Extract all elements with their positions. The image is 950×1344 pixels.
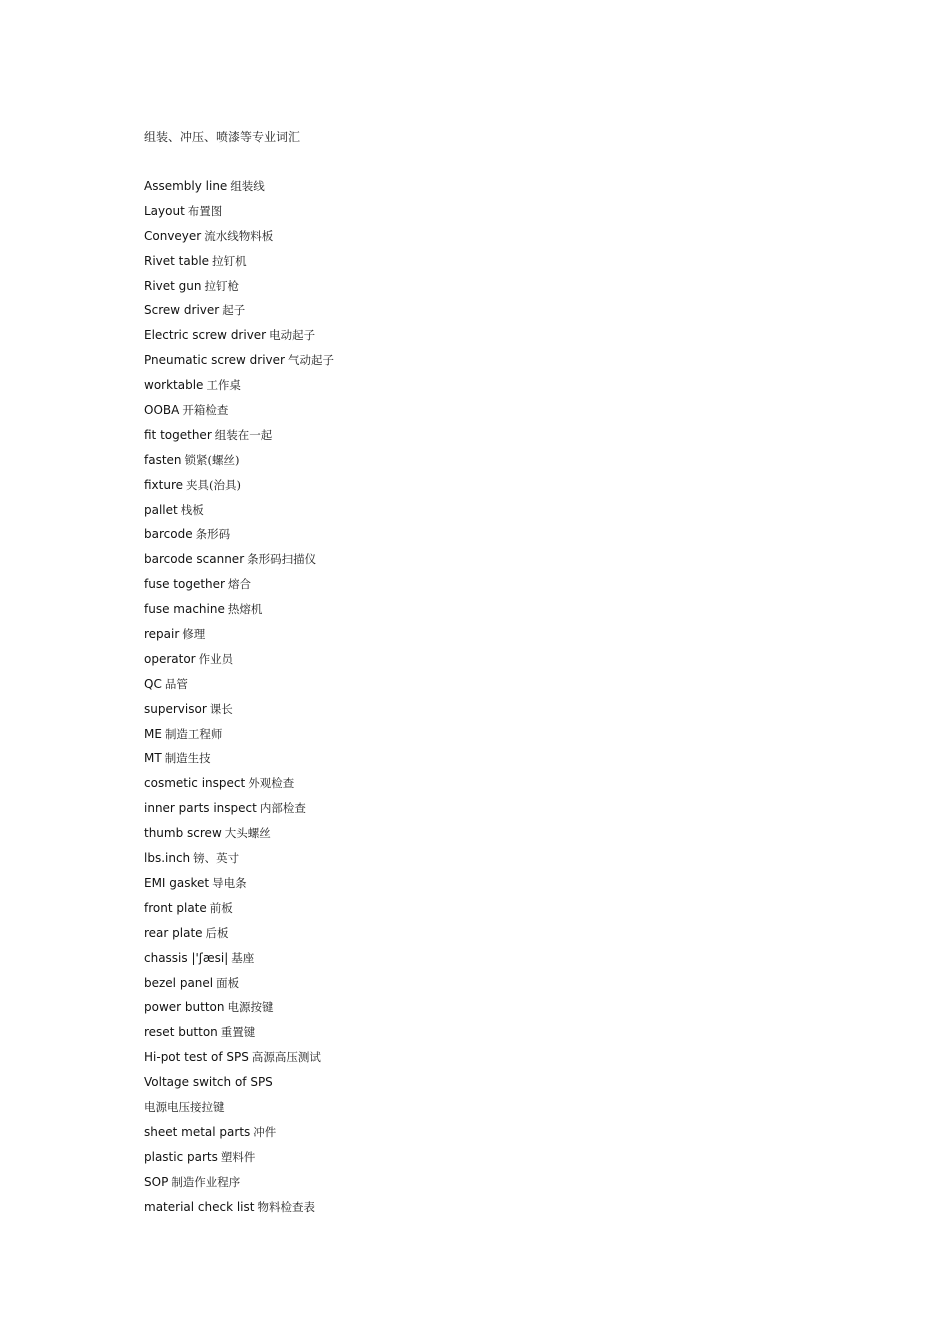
list-item	[144, 301, 334, 326]
list-item	[144, 1123, 334, 1148]
term-chinese: 夹具(治具)	[186, 477, 242, 492]
term-chinese: 电源按键	[227, 1000, 274, 1015]
term-english: rear plate	[144, 925, 203, 940]
list-item	[144, 1048, 334, 1073]
list-item	[144, 252, 334, 277]
list-item	[144, 1198, 334, 1223]
list-item	[144, 949, 334, 974]
term-chinese: 电源电压接拉键	[144, 1099, 225, 1114]
term-english: fit together	[144, 427, 212, 442]
term-chinese: 修理	[182, 627, 206, 642]
list-item	[144, 1173, 334, 1198]
term-english: fixture	[144, 477, 184, 492]
term-english: material check list	[144, 1199, 255, 1214]
list-item	[144, 824, 334, 849]
term-english: fasten	[144, 452, 182, 467]
term-chinese: 条形码	[195, 527, 231, 542]
list-item	[144, 1023, 334, 1048]
term-chinese: 重置键	[220, 1025, 256, 1040]
list-item	[144, 725, 334, 750]
term-chinese: 制造生技	[164, 751, 211, 766]
term-english: fuse together	[144, 577, 225, 592]
term-english: power button	[144, 1000, 225, 1015]
term-chinese: 气动起子	[287, 353, 334, 368]
term-chinese: 塑料件	[220, 1149, 256, 1164]
term-chinese: 组装在一起	[214, 427, 273, 442]
term-chinese: 拉钉机	[212, 253, 247, 268]
term-english: supervisor	[144, 701, 207, 716]
term-chinese: 作业员	[198, 651, 234, 666]
list-item	[144, 700, 334, 725]
term-english: Conveyer	[144, 228, 202, 243]
list-item	[144, 202, 334, 227]
list-item	[144, 451, 334, 476]
term-chinese: 布置图	[187, 203, 223, 218]
term-chinese: 内部检查	[259, 801, 306, 816]
term-english: thumb screw	[144, 826, 222, 841]
term-chinese: 物料检查表	[257, 1199, 315, 1214]
term-english: barcode	[144, 527, 193, 542]
term-english: Hi-pot test of SPS	[144, 1050, 249, 1065]
list-item	[144, 1098, 334, 1123]
term-chinese: 流水线物料板	[204, 228, 274, 243]
list-item	[144, 974, 334, 999]
list-item	[144, 227, 334, 252]
term-chinese: 课长	[209, 701, 233, 716]
list-item	[144, 401, 334, 426]
term-english: SOP	[144, 1174, 169, 1189]
list-item	[144, 774, 334, 799]
list-item	[144, 550, 334, 575]
list-item	[144, 501, 334, 526]
list-item	[144, 1073, 334, 1098]
term-english: worktable	[144, 378, 204, 393]
term-english: barcode scanner	[144, 552, 245, 567]
term-english: ME	[144, 726, 162, 741]
term-english: inner parts inspect	[144, 801, 257, 816]
term-english: pallet	[144, 502, 178, 517]
term-english: fuse machine	[144, 602, 225, 617]
term-english: repair	[144, 627, 180, 642]
term-chinese: 工作桌	[206, 378, 241, 393]
term-english: Layout	[144, 203, 185, 218]
term-chinese: 开箱检查	[182, 403, 229, 418]
term-chinese: 起子	[222, 303, 246, 318]
term-chinese: 条形码扫描仪	[247, 552, 317, 567]
term-english: OOBA	[144, 403, 180, 418]
list-item	[144, 600, 334, 625]
term-chinese: 电动起子	[269, 328, 316, 343]
list-item	[144, 625, 334, 650]
list-item	[144, 525, 334, 550]
term-english: bezel panel	[144, 975, 214, 990]
term-english: Rivet gun	[144, 278, 202, 293]
term-english: lbs.inch	[144, 851, 191, 866]
list-item	[144, 1148, 334, 1173]
term-english: EMI gasket	[144, 875, 210, 890]
term-chinese: 品管	[164, 676, 188, 691]
list-item	[144, 277, 334, 302]
term-chinese: 热熔机	[227, 602, 263, 617]
term-chinese: 组装线	[230, 179, 265, 193]
term-english: MT	[144, 751, 162, 766]
list-item	[144, 376, 334, 401]
term-chinese: 冲件	[253, 1124, 277, 1139]
list-item	[144, 476, 334, 501]
list-item	[144, 899, 334, 924]
term-english: Rivet table	[144, 253, 210, 268]
term-chinese: 熔合	[227, 577, 251, 592]
list-item	[144, 849, 334, 874]
term-chinese: 基座	[231, 950, 255, 965]
term-chinese: 锁紧(螺丝)	[184, 452, 240, 467]
list-item	[144, 650, 334, 675]
term-chinese: 制造工程师	[164, 726, 223, 741]
list-item	[144, 749, 334, 774]
term-english: Assembly line	[144, 179, 228, 193]
term-english: Voltage switch of SPS	[144, 1075, 273, 1090]
term-chinese: 大头螺丝	[224, 826, 271, 841]
list-item	[144, 874, 334, 899]
list-item	[144, 998, 334, 1023]
term-english: chassis |'ʃæsi|	[144, 950, 229, 965]
term-english: Electric screw driver	[144, 328, 267, 343]
list-item	[144, 575, 334, 600]
term-chinese: 制造作业程序	[171, 1174, 241, 1189]
term-english: reset button	[144, 1025, 218, 1040]
term-english: cosmetic inspect	[144, 776, 246, 791]
term-english: Screw driver	[144, 303, 220, 318]
list-item	[144, 177, 334, 202]
term-english: sheet metal parts	[144, 1124, 251, 1139]
list-item	[144, 351, 334, 376]
term-english: front plate	[144, 900, 207, 915]
term-english: QC	[144, 676, 162, 691]
list-item	[144, 924, 334, 949]
term-chinese: 栈板	[180, 502, 204, 517]
term-english: plastic parts	[144, 1149, 218, 1164]
term-chinese: 镑、英寸	[193, 851, 240, 866]
term-english: operator	[144, 651, 196, 666]
term-chinese: 面板	[216, 975, 240, 990]
term-list	[144, 177, 334, 1222]
term-chinese: 后板	[205, 925, 229, 940]
list-item	[144, 675, 334, 700]
list-item	[144, 426, 334, 451]
list-item	[144, 799, 334, 824]
document-title: 组装、冲压、喷漆等专业词汇	[144, 130, 301, 144]
term-english: Pneumatic screw driver	[144, 353, 285, 368]
term-chinese: 外观检查	[248, 776, 295, 791]
term-chinese: 拉钉枪	[204, 278, 240, 293]
term-chinese: 导电条	[212, 875, 247, 890]
term-chinese: 高源高压测试	[251, 1050, 321, 1065]
term-chinese: 前板	[209, 900, 233, 915]
list-item	[144, 326, 334, 351]
